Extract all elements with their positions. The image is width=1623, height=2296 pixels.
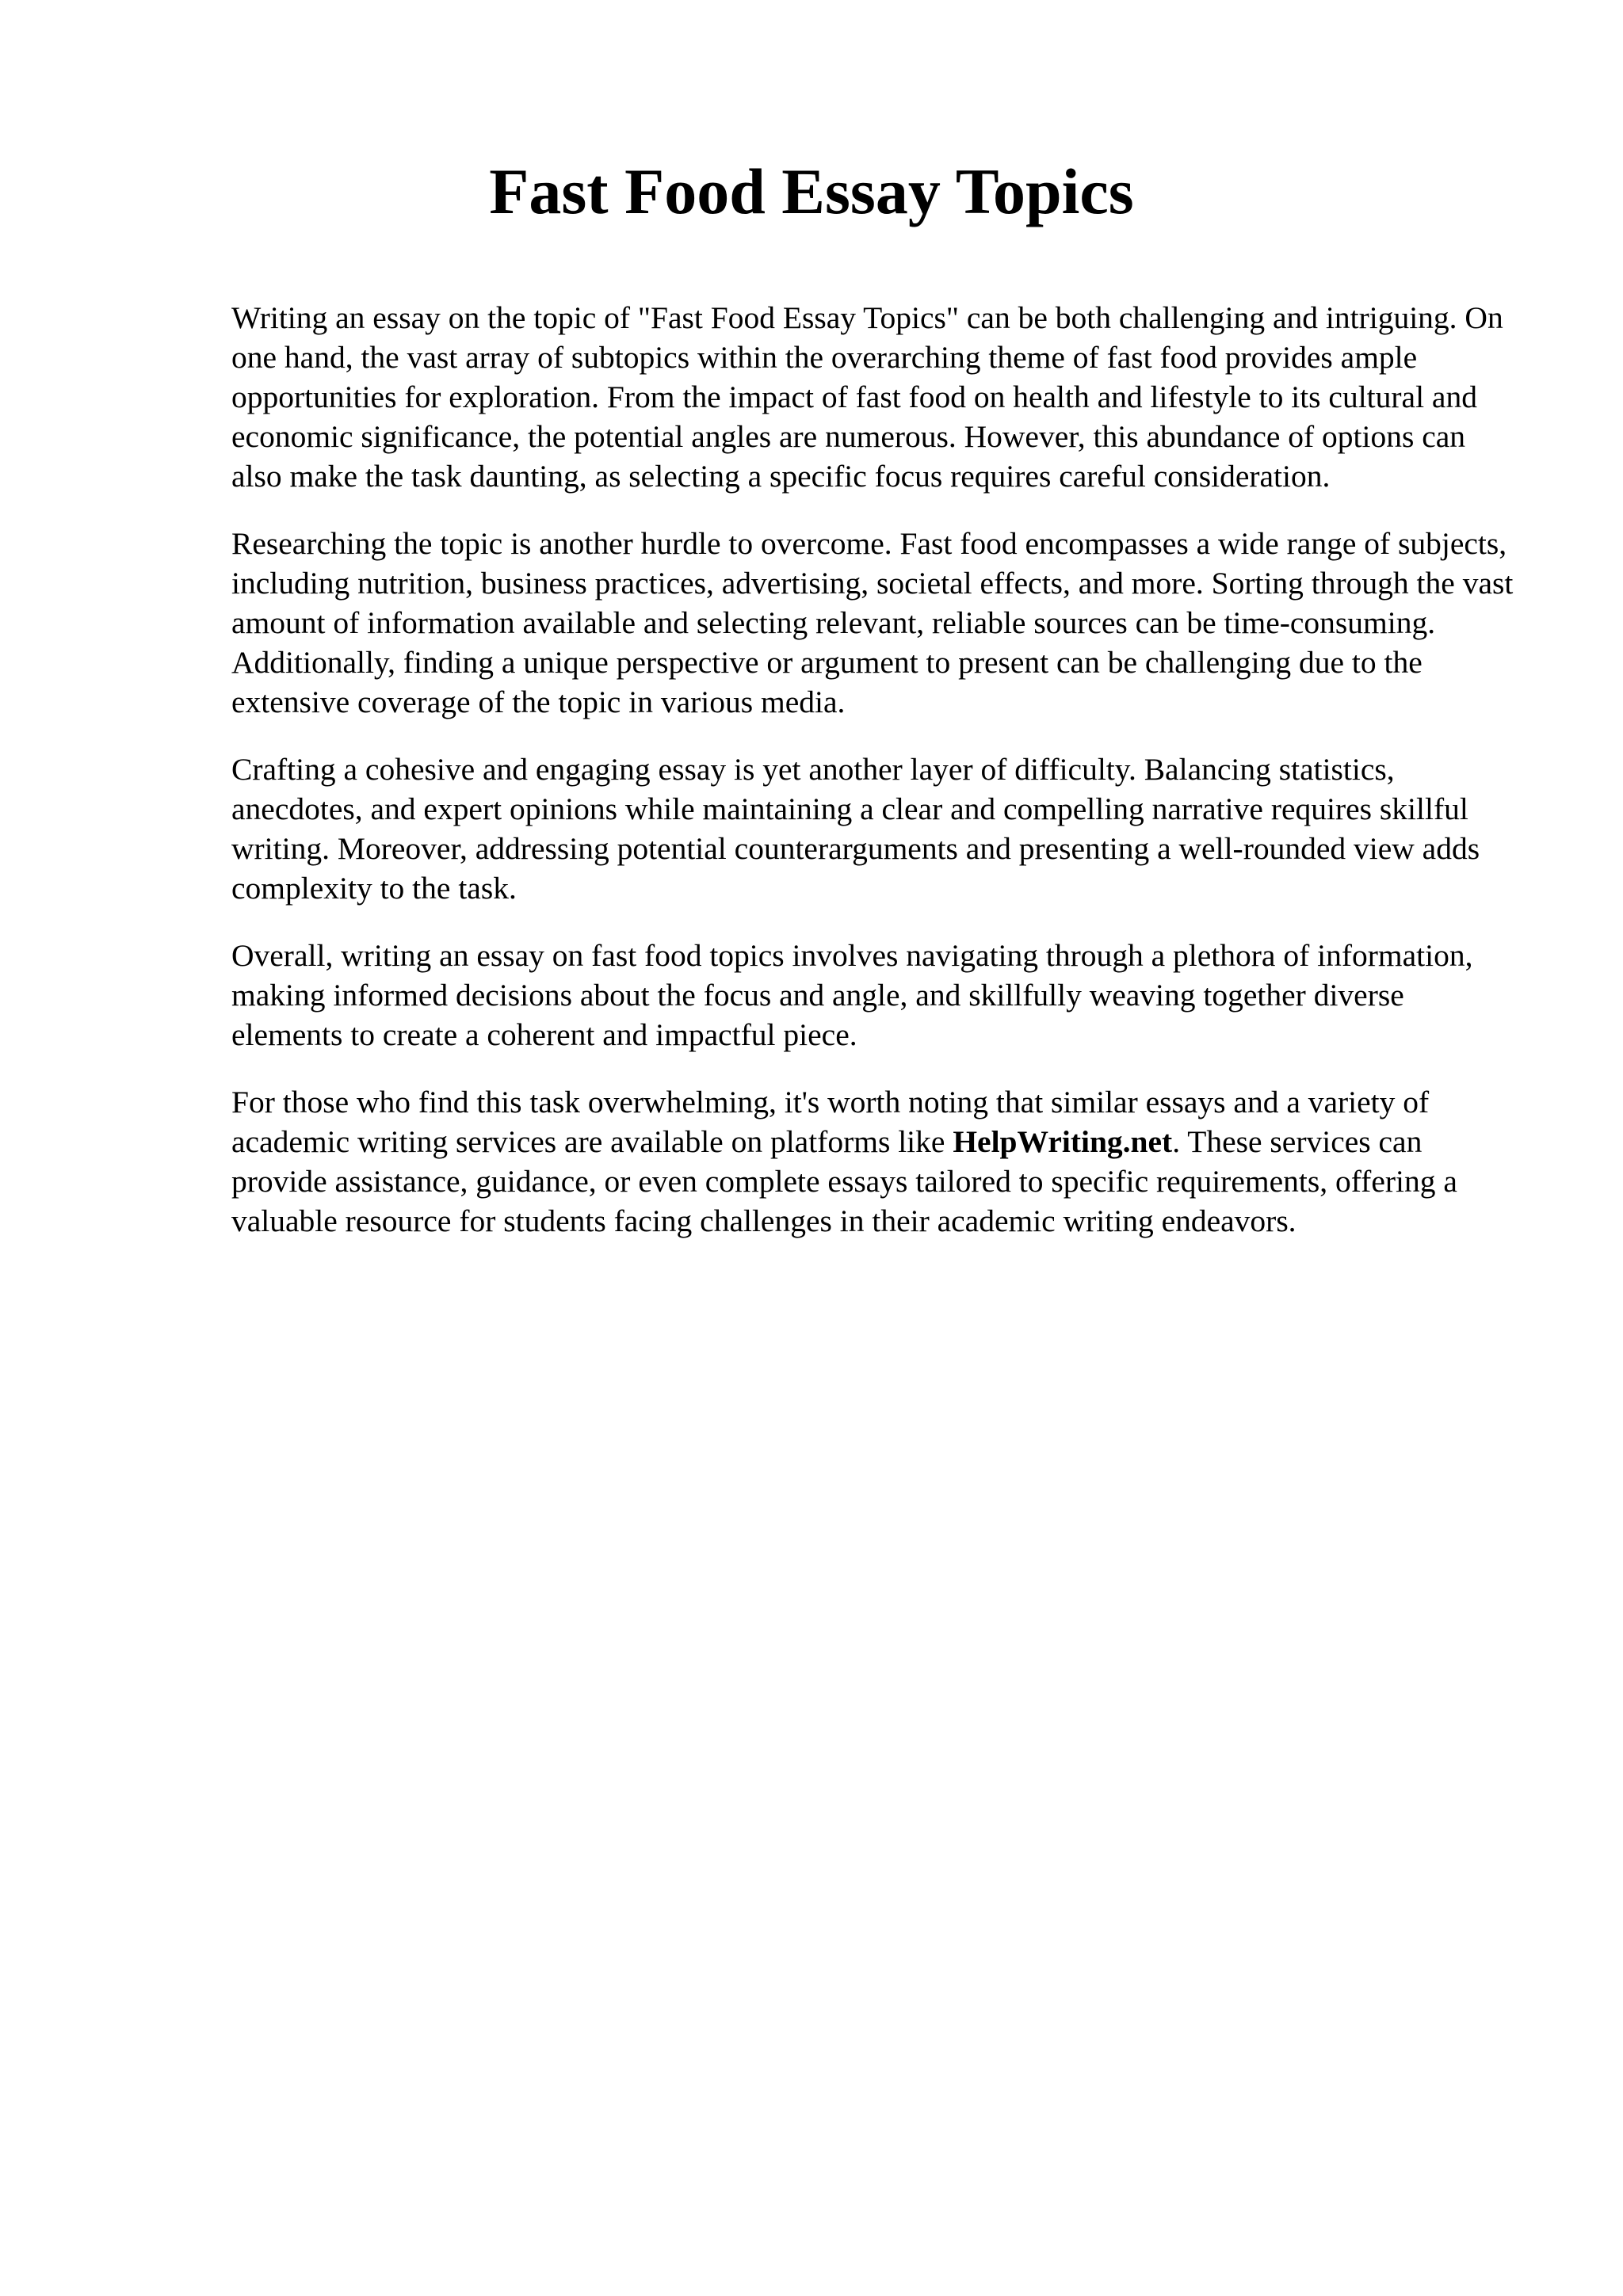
- paragraph-1: Writing an essay on the topic of "Fast Food Essay Topics" can be both challenging and intriguing. On one hand, the vast array of subtopics within the overarching theme of fast food provides ample opportunities for exploration. From the impact of fast food on health and lifestyle to its cultural and economic significance, the potential angles are numerous. However, this abundance of options can also make the task daunting, as selecting a specific focus requires careful consideration.: [231, 300, 1503, 494]
- page-title: Fast Food Essay Topics: [489, 155, 1134, 227]
- paragraph-3: Crafting a cohesive and engaging essay is yet another layer of difficulty. Balancing statistics, anecdotes, and expert opinions while maintaining a clear and compelling narrative requires skillful writing. Moreover, addressing potential counterarguments and presenting a well-rounded view adds complexity to the task.: [231, 752, 1480, 906]
- closing-text-after: . These services can provide assistance, guidance, or even complete essays tailored to specific requirements, offering a valuable resource for students facing challenges in their academic writing endeavors.: [231, 1124, 1457, 1238]
- helpwriting-link[interactable]: HelpWriting.net: [953, 1124, 1173, 1159]
- paragraph-4: Overall, writing an essay on fast food topics involves navigating through a plethora of information, making informed decisions about the focus and angle, and skillfully weaving together diverse elements to create a coherent and impactful piece.: [231, 938, 1473, 1052]
- closing-text-before: For those who find this task overwhelming, it's worth noting that similar essays and a variety of academic writing services are available on platforms like: [231, 1085, 1430, 1159]
- paragraph-2: Researching the topic is another hurdle to overcome. Fast food encompasses a wide range of subjects, including nutrition, business practices, advertising, societal effects, and more. Sorting through the vast amount of information available and selecting relevant, reliable sources can be time-consuming. Additionally, finding a unique perspective or argument to present can be challenging due to the extensive coverage of the topic in various media.: [231, 526, 1514, 719]
- essay-body: [231, 298, 1523, 1268]
- paragraph-5: [231, 1082, 1523, 1241]
